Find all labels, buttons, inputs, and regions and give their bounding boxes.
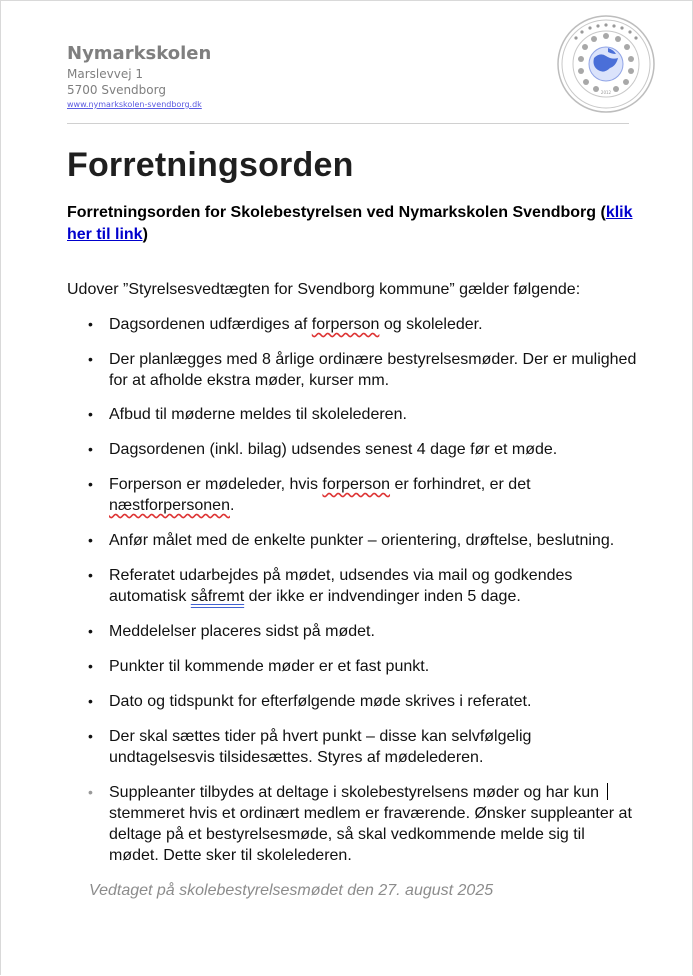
letterhead (67, 42, 211, 112)
list-item (67, 782, 637, 866)
school-logo-icon (556, 14, 656, 114)
document-subtitle (67, 202, 637, 246)
item-text: Dagsordenen (inkl. bilag) udsendes senest 4 dage før et møde. (109, 441, 558, 458)
item-text: Punkter til kommende møder er et fast punkt. (109, 658, 430, 675)
header-divider (67, 123, 629, 124)
bullet: • (88, 658, 93, 674)
list-item (67, 530, 637, 551)
bullet: • (88, 316, 93, 332)
list-item (67, 656, 637, 677)
text-cursor (607, 783, 608, 800)
item-text: Referatet udarbejdes på mødet, udsendes via mail og godkendes automatisk (109, 567, 573, 605)
item-text: stemmeret hvis et ordinært medlem er fraværende. Ønsker suppleanter at deltage på et bestyrelsesmøde, så skal vedkommende melde sig til mødet. Dette sker til skolelederen. (109, 805, 632, 864)
item-text: Der planlægges med 8 årlige ordinære bestyrelsesmøder. Der er mulighed for at afholde ekstra møder, kurser mm. (109, 351, 637, 389)
list-item (67, 349, 637, 391)
city-address: 5700 Svendborg (67, 83, 166, 97)
item-text: Afbud til møderne meldes til skolelederen. (109, 406, 407, 423)
bullet: • (88, 784, 93, 800)
bullet: • (88, 728, 93, 744)
website-link[interactable]: www.nymarkskolen-svendborg.dk (67, 100, 202, 109)
spelling-marked-word: forperson (322, 476, 391, 493)
school-name: Nymarkskolen (67, 43, 212, 64)
item-text: Meddelelser placeres sidst på mødet. (109, 623, 375, 640)
bullet: • (88, 476, 93, 492)
bullet: • (88, 567, 93, 583)
grammar-marked-word: såfremt (190, 588, 245, 605)
list-item (67, 474, 637, 516)
bullet: • (88, 351, 93, 367)
subtitle-text: Forretningsorden for Skolebestyrelsen ved Nymarkskolen Svendborg ( (67, 204, 606, 221)
list-item (67, 565, 637, 607)
item-text: er forhindret, er det (390, 476, 531, 493)
item-text: Der skal sættes tider på hvert punkt – disse kan selvfølgelig undtagelsesvis tilsidesættes. Styres af mødelederen. (109, 728, 532, 766)
subtitle-end: ) (142, 226, 148, 243)
bullet: • (88, 441, 93, 457)
document-title: Forretningsorden (67, 146, 354, 184)
item-text: og skoleleder. (379, 316, 483, 333)
item-text: der ikke er indvendinger inden 5 dage. (244, 588, 521, 605)
list-item (67, 621, 637, 642)
item-text: Dagsordenen udfærdiges af (109, 316, 312, 333)
adoption-note: Vedtaget på skolebestyrelsesmødet den 27. august 2025 (89, 882, 494, 899)
list-item (67, 314, 637, 335)
intro-paragraph: Udover ”Styrelsesvedtægten for Svendborg kommune” gælder følgende: (67, 281, 581, 298)
bullet: • (88, 532, 93, 548)
item-text: Anfør målet med de enkelte punkter – orientering, drøftelse, beslutning. (109, 532, 615, 549)
item-text: Suppleanter tilbydes at deltage i skolebestyrelsens møder og har kun (109, 784, 604, 801)
bullet: • (88, 406, 93, 422)
item-text: Dato og tidspunkt for efterfølgende møde skrives i referatet. (109, 693, 532, 710)
item-text: . (229, 497, 235, 514)
bullet: • (88, 693, 93, 709)
street-address: Marslevvej 1 (67, 67, 143, 81)
list-item (67, 726, 637, 768)
list-item (67, 691, 637, 712)
logo-year: 2012 (600, 90, 612, 95)
rules-list (67, 314, 637, 866)
bullet: • (88, 623, 93, 639)
spelling-marked-word: næstforpersonen (109, 497, 230, 514)
item-text: Forperson er mødeleder, hvis (109, 476, 323, 493)
spelling-marked-word: forperson (311, 316, 380, 333)
list-item (67, 404, 637, 425)
list-item (67, 439, 637, 460)
subtitle-link[interactable]: klik her til link (67, 204, 633, 243)
